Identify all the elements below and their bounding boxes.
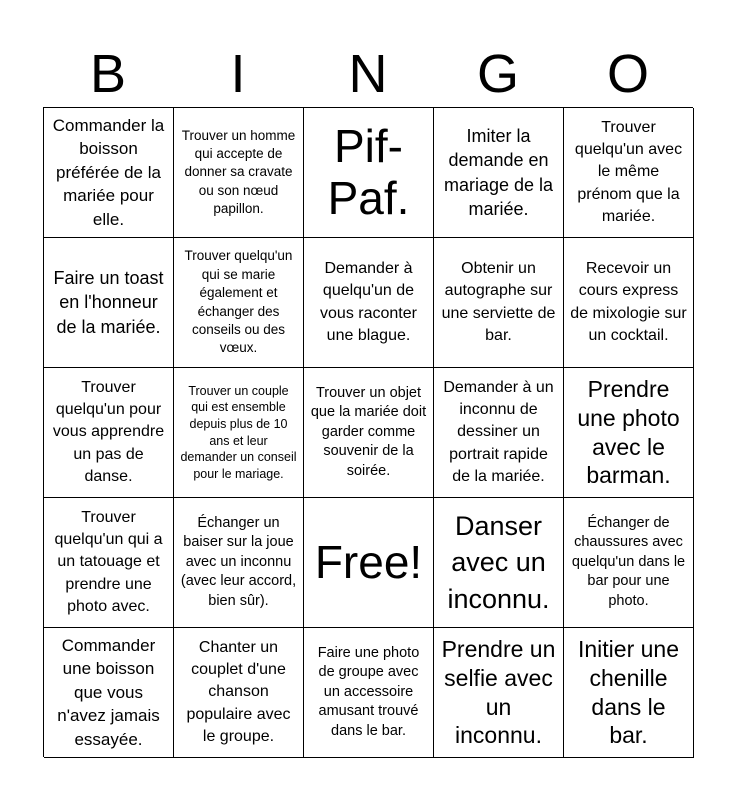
bingo-cell[interactable] — [44, 498, 174, 628]
bingo-cell-text: Faire un toast en l'honneur de la mariée. — [53, 268, 164, 337]
bingo-cell-text: Obtenir un autographe sur une serviette de bar. — [441, 259, 556, 344]
bingo-cell[interactable] — [174, 498, 304, 628]
bingo-cell-text: Chanter un couplet d'une chanson populaire avec le groupe. — [186, 638, 291, 746]
bingo-cell-text: Trouver quelqu'un qui a un tatouage et prendre une photo avec. — [54, 508, 163, 616]
bingo-cell[interactable] — [304, 108, 434, 238]
bingo-cell[interactable] — [434, 498, 564, 628]
bingo-cell-text: Recevoir un cours express de mixologie sur un cocktail. — [570, 259, 687, 344]
bingo-cell[interactable] — [44, 368, 174, 498]
bingo-cell-text: Trouver quelqu'un avec le même prénom que la mariée. — [574, 118, 683, 226]
bingo-cell-text: Commander une boisson que vous n'avez jamais essayée. — [57, 635, 160, 749]
bingo-cell-text: Trouver un couple qui est ensemble depuis plus de 10 ans et leur demander un conseil pour le mariage. — [180, 383, 297, 481]
header-letter-i: I — [230, 44, 246, 104]
bingo-cell[interactable] — [304, 628, 434, 758]
bingo-cell[interactable] — [564, 628, 694, 758]
bingo-cell[interactable] — [434, 628, 564, 758]
bingo-cell[interactable] — [564, 238, 694, 368]
bingo-free-cell[interactable] — [304, 498, 434, 628]
bingo-cell-text: Pif-Paf. — [327, 119, 410, 224]
bingo-cell-text: Échanger de chaussures avec quelqu'un dans le bar pour une photo. — [571, 514, 686, 609]
bingo-cell-text: Free! — [314, 535, 423, 588]
bingo-cell-text: Trouver quelqu'un qui se marie également et échanger des conseils ou des vœux. — [184, 248, 293, 356]
bingo-cell-text: Faire une photo de groupe avec un accessoire amusant trouvé dans le bar. — [317, 644, 420, 739]
bingo-cell[interactable] — [304, 368, 434, 498]
bingo-cell-text: Trouver quelqu'un pour vous apprendre un pas de danse. — [52, 378, 165, 486]
bingo-cell-text: Demander à un inconnu de dessiner un portrait rapide de la mariée. — [443, 378, 554, 486]
bingo-cell-text: Commander la boisson préférée de la mariée pour elle. — [52, 115, 165, 229]
bingo-cell-text: Trouver un homme qui accepte de donner sa cravate ou son nœud papillon. — [181, 127, 296, 217]
bingo-cell[interactable] — [564, 368, 694, 498]
bingo-cell[interactable] — [434, 238, 564, 368]
bingo-cell-text: Trouver un objet que la mariée doit garder comme souvenir de la soirée. — [310, 384, 427, 479]
bingo-cell-text: Imiter la demande en mariage de la mariée. — [443, 125, 554, 219]
bingo-cell[interactable] — [44, 238, 174, 368]
bingo-cell[interactable] — [44, 108, 174, 238]
bingo-cell[interactable] — [174, 628, 304, 758]
bingo-cell[interactable] — [174, 108, 304, 238]
bingo-cell-text: Prendre une photo avec le barman. — [577, 376, 680, 489]
bingo-cell-text: Initier une chenille dans le bar. — [577, 636, 679, 749]
bingo-cell[interactable] — [434, 368, 564, 498]
bingo-cell-text: Prendre un selfie avec un inconnu. — [441, 636, 556, 749]
bingo-cell[interactable] — [434, 108, 564, 238]
bingo-cell[interactable] — [304, 238, 434, 368]
bingo-cell[interactable] — [44, 628, 174, 758]
bingo-cell[interactable] — [174, 238, 304, 368]
bingo-cell-text: Demander à quelqu'un de vous raconter une blague. — [320, 259, 417, 344]
bingo-header — [43, 42, 693, 106]
bingo-cell[interactable] — [174, 368, 304, 498]
bingo-cell[interactable] — [564, 108, 694, 238]
header-letter-o: O — [606, 44, 649, 104]
bingo-cell-text: Échanger un baiser sur la joue avec un inconnu (avec leur accord, bien sûr). — [180, 514, 297, 609]
bingo-cell-text: Danser avec un inconnu. — [447, 510, 550, 614]
bingo-grid — [43, 107, 693, 757]
header-letter-b: B — [89, 44, 127, 104]
header-letter-g: G — [476, 44, 519, 104]
header-letter-n: N — [348, 44, 388, 104]
bingo-cell[interactable] — [564, 498, 694, 628]
